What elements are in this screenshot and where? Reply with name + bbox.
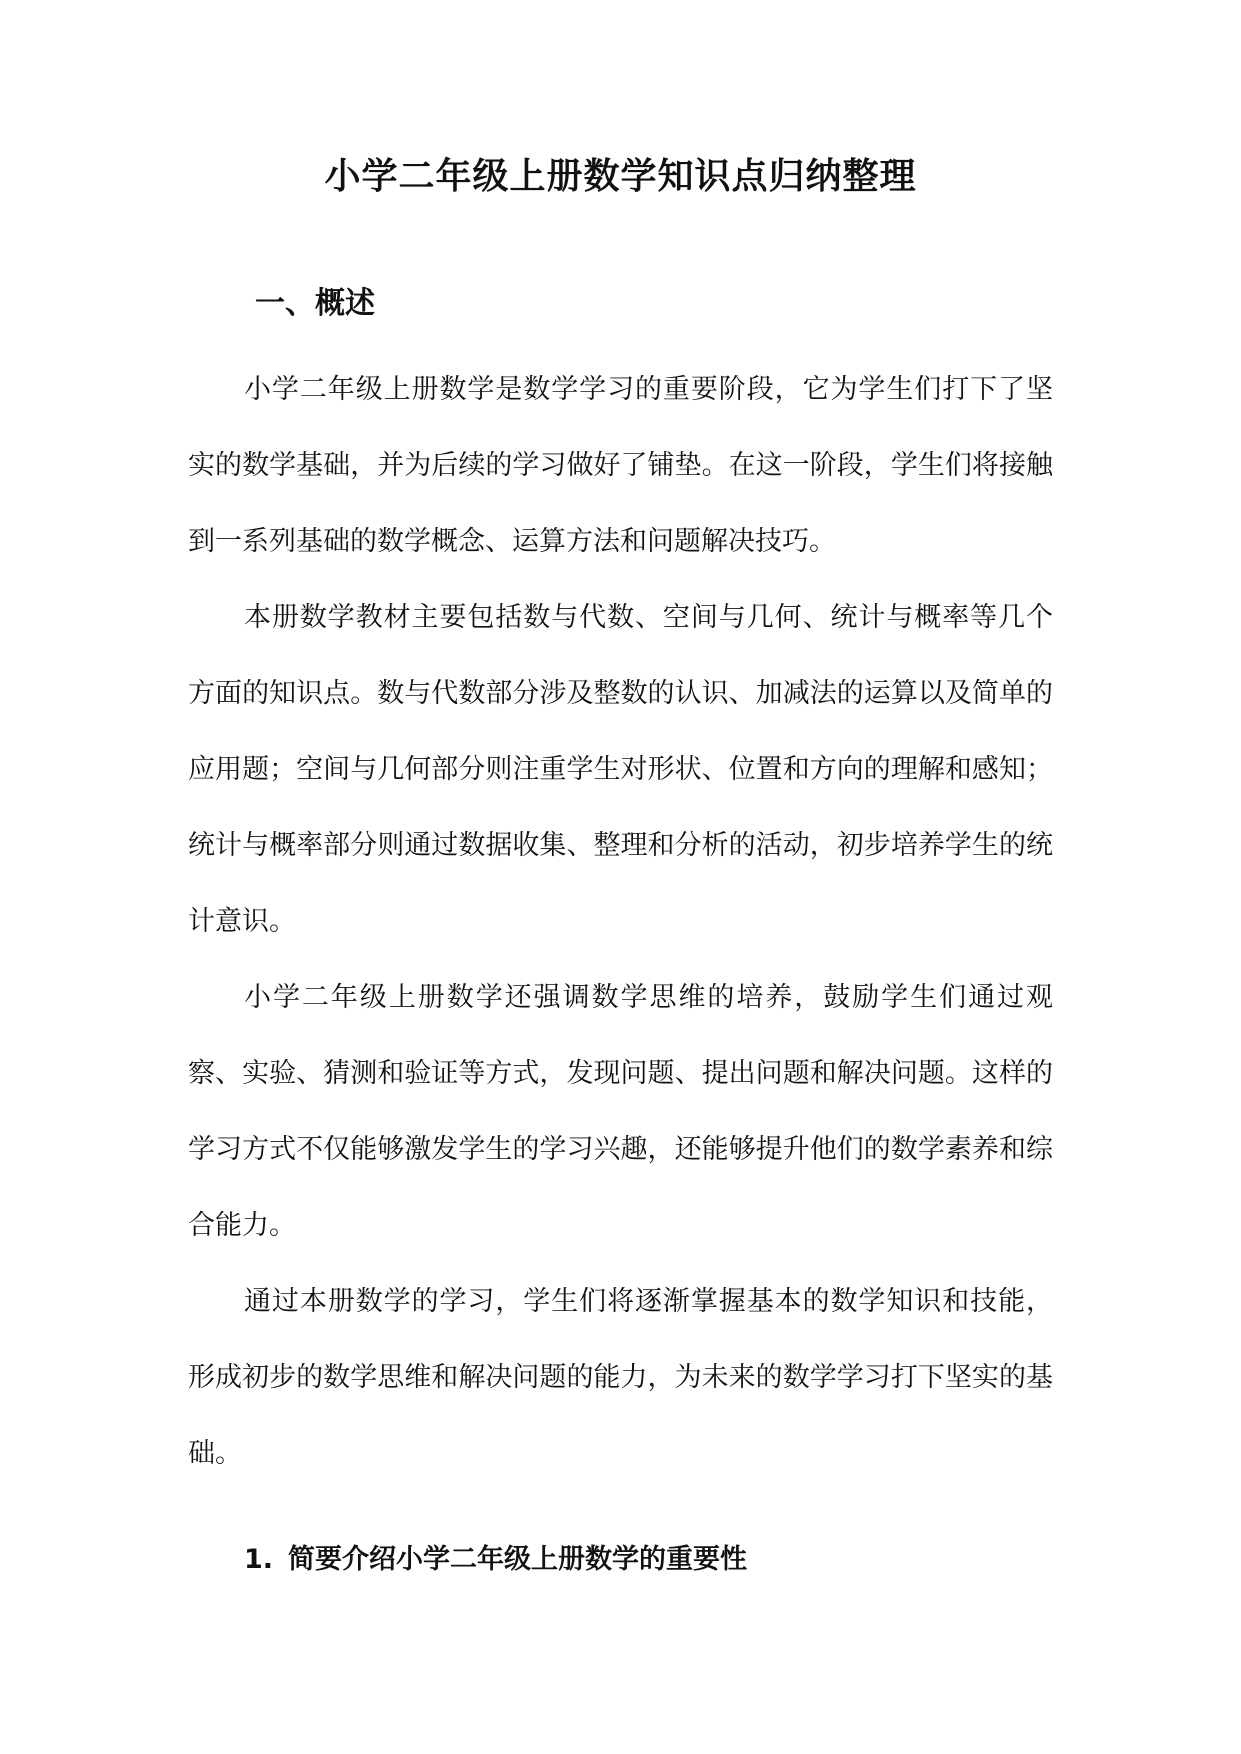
subsection-title: 简要介绍小学二年级上册数学的重要性 [288,1544,747,1575]
subsection-heading [244,1540,747,1580]
paragraph: 本册数学教材主要包括数与代数、空间与几何、统计与概率等几个方面的知识点。数与代数部分涉及整数的认识、加减法的运算以及简单的应用题；空间与几何部分则注重学生对形状、位置和方向的理解和感知；统计与概率部分则通过数据收集、整理和分析的活动，初步培养学生的统计意识。 [188,602,1053,937]
subsection-number: 1. [244,1544,274,1575]
document-title: 小学二年级上册数学知识点归纳整理 [324,156,917,197]
paragraph: 通过本册数学的学习，学生们将逐渐掌握基本的数学知识和技能，形成初步的数学思维和解决问题的能力，为未来的数学学习打下坚实的基础。 [188,1286,1053,1469]
section-heading: 一、概述 [255,286,375,321]
paragraph: 小学二年级上册数学是数学学习的重要阶段，它为学生们打下了坚实的数学基础，并为后续的学习做好了铺垫。在这一阶段，学生们将接触到一系列基础的数学概念、运算方法和问题解决技巧。 [188,374,1053,557]
paragraph: 小学二年级上册数学还强调数学思维的培养，鼓励学生们通过观察、实验、猜测和验证等方式，发现问题、提出问题和解决问题。这样的学习方式不仅能够激发学生的学习兴趣，还能够提升他们的数学素养和综合能力。 [188,982,1053,1241]
